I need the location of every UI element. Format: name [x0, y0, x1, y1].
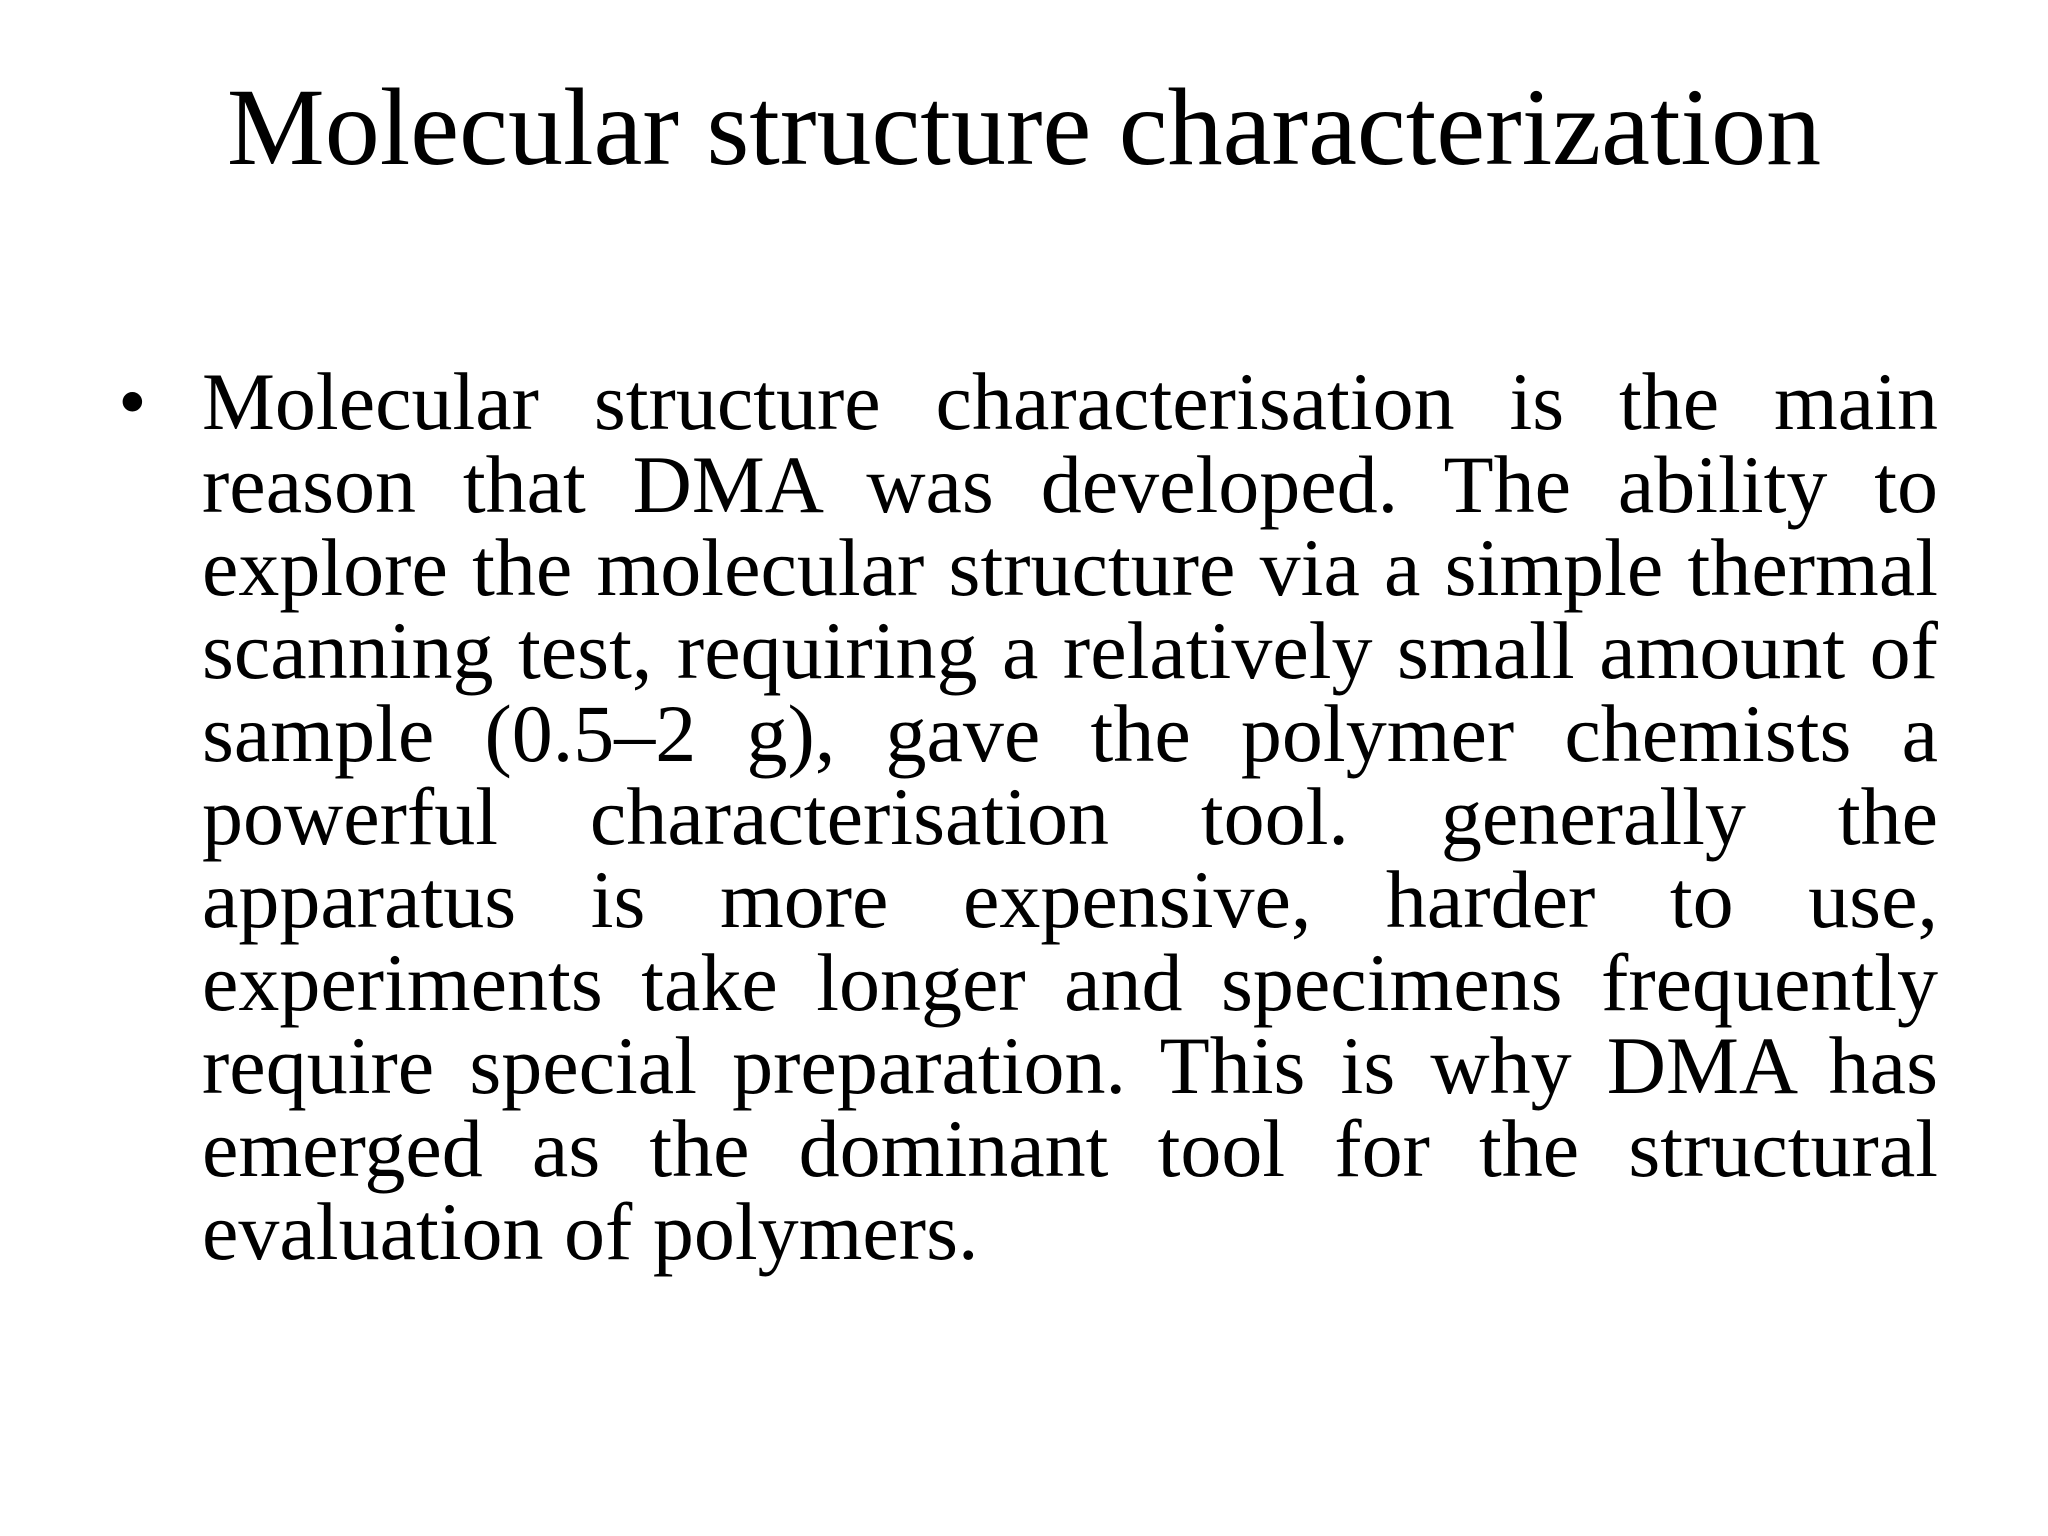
bullet-text: Molecular structure characterisation is the main reason that DMA was developed. The ability to explore the molecular structure via a simple thermal scanning test, requiring a relatively small amount of sample (0.5–2 g), gave the polymer chemists a powerful characterisation tool. generally the apparatus is more expensive, harder to use, experiments take longer and specimens frequently require special preparation. This is why DMA has emerged as the dominant tool for the structural evaluation of polymers. — [202, 356, 1938, 1277]
slide-title: Molecular structure characterization — [226, 66, 1822, 188]
bullet-item — [118, 356, 1938, 1277]
bullet-marker: • — [118, 356, 147, 447]
bullet-list — [118, 356, 1938, 1277]
